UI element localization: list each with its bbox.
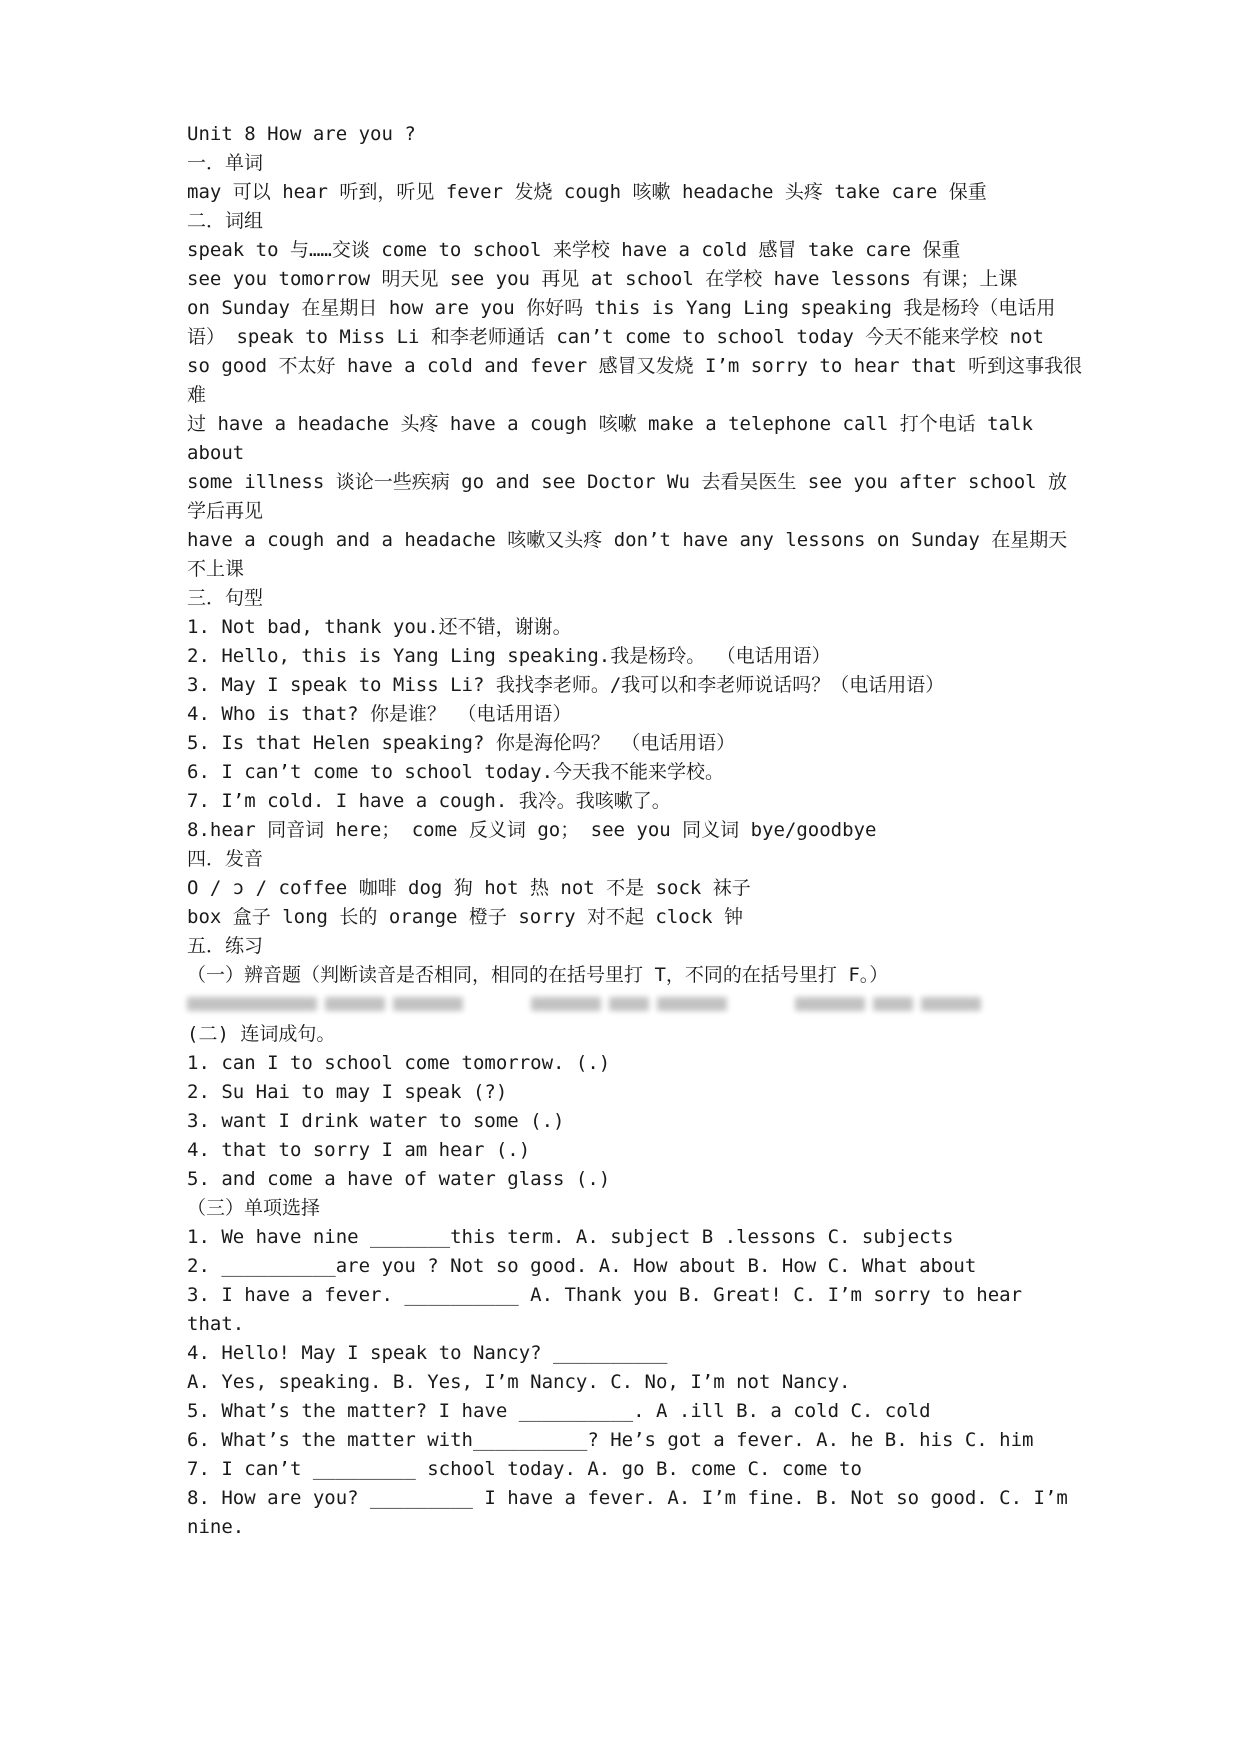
sentence-line: 8.hear 同音词 here； come 反义词 go； see you 同义词 bye/goodbye [187, 819, 877, 841]
phrases-line: 语） speak to Miss Li 和李老师通话 can’t come to school today 今天不能来学校 not [187, 326, 1044, 348]
exercise-item: 7. I can’t _________ school today. A. go B. come C. come to [187, 1458, 862, 1480]
exercise-item: 2. __________are you ? Not so good. A. How about B. How C. What about [187, 1255, 977, 1277]
exercise-item: 8. How are you? _________ I have a fever. A. I’m fine. B. Not so good. C. I’m nine. [187, 1487, 1080, 1538]
exercise-item: 2. Su Hai to may I speak (?) [187, 1081, 508, 1103]
exercise-item: 1. can I to school come tomorrow. (.) [187, 1052, 611, 1074]
exercise-part2-heading: (二) 连词成句。 [187, 1023, 336, 1045]
section-heading-pronunciation: 四．发音 [187, 848, 264, 870]
exercise-item: 6. What’s the matter with__________? He’s got a fever. A. he B. his C. him [187, 1429, 1034, 1451]
exercise-item: 3. I have a fever. __________ A. Thank you B. Great! C. I’m sorry to hear that. [187, 1284, 1034, 1335]
exercise-item: 4. that to sorry I am hear (.) [187, 1139, 531, 1161]
section-heading-phrases: 二．词组 [187, 210, 264, 232]
phrases-line: on Sunday 在星期日 how are you 你好吗 this is Yang Ling speaking 我是杨玲（电话用 [187, 297, 1056, 319]
sentence-line: 7. I’m cold. I have a cough. 我冷。我咳嗽了。 [187, 790, 671, 812]
sentence-line: 2. Hello, this is Yang Ling speaking.我是杨玲。 （电话用语） [187, 645, 831, 667]
sentence-line: 1. Not bad, thank you.还不错，谢谢。 [187, 616, 572, 638]
document-title: Unit 8 How are you ? [187, 123, 416, 145]
phrases-line: 学后再见 [187, 500, 264, 522]
phrases-line: see you tomorrow 明天见 see you 再见 at school 在学校 have lessons 有课；上课 [187, 268, 1018, 290]
phrases-line: so good 不太好 have a cold and fever 感冒又发烧 I’m sorry to hear that 听到这事我很难 [187, 355, 1083, 406]
sentence-line: 6. I can’t come to school today.今天我不能来学校。 [187, 761, 725, 783]
exercise-item: 5. What’s the matter? I have __________. A .ill B. a cold C. cold [187, 1400, 931, 1422]
pronunciation-line: O / ɔ / coffee 咖啡 dog 狗 hot 热 not 不是 sock 袜子 [187, 877, 751, 899]
phrases-line: have a cough and a headache 咳嗽又头疼 don’t have any lessons on Sunday 在星期天 [187, 529, 1068, 551]
exercise-part1-heading: （一）辨音题（判断读音是否相同，相同的在括号里打 T，不同的在括号里打 F。） [187, 964, 889, 986]
phrases-line: speak to 与……交谈 come to school 来学校 have a cold 感冒 take care 保重 [187, 239, 961, 261]
vocabulary-line: may 可以 hear 听到，听见 fever 发烧 cough 咳嗽 headache 头疼 take care 保重 [187, 181, 987, 203]
exercise-part3-heading: （三）单项选择 [187, 1197, 321, 1219]
exercise-item: 4. Hello! May I speak to Nancy? __________ [187, 1342, 668, 1364]
exercise-item: 1. We have nine _______this term. A. subject B .lessons C. subjects [187, 1226, 954, 1248]
exercise-item: 5. and come a have of water glass (.) [187, 1168, 611, 1190]
phrases-line: 不上课 [187, 558, 245, 580]
exercise-item: A. Yes, speaking. B. Yes, I’m Nancy. C. No, I’m not Nancy. [187, 1371, 851, 1393]
section-heading-exercises: 五．练习 [187, 935, 264, 957]
phrases-line: 过 have a headache 头疼 have a cough 咳嗽 make a telephone call 打个电话 talk about [187, 413, 1045, 464]
document-page [187, 120, 1087, 1542]
exercise-item: 3. want I drink water to some (.) [187, 1110, 565, 1132]
pronunciation-line: box 盒子 long 长的 orange 橙子 sorry 对不起 clock 钟 [187, 906, 744, 928]
sentence-line: 4. Who is that? 你是谁？ （电话用语） [187, 703, 572, 725]
section-heading-sentences: 三．句型 [187, 587, 264, 609]
sentence-line: 5. Is that Helen speaking? 你是海伦吗？ （电话用语） [187, 732, 736, 754]
section-heading-vocabulary: 一．单词 [187, 152, 264, 174]
sentence-line: 3. May I speak to Miss Li? 我找李老师。/我可以和李老师说话吗？（电话用语） [187, 674, 945, 696]
phrases-line: some illness 谈论一些疾病 go and see Doctor Wu 去看吴医生 see you after school 放 [187, 471, 1068, 493]
blurred-exercise-row [187, 990, 1087, 1018]
